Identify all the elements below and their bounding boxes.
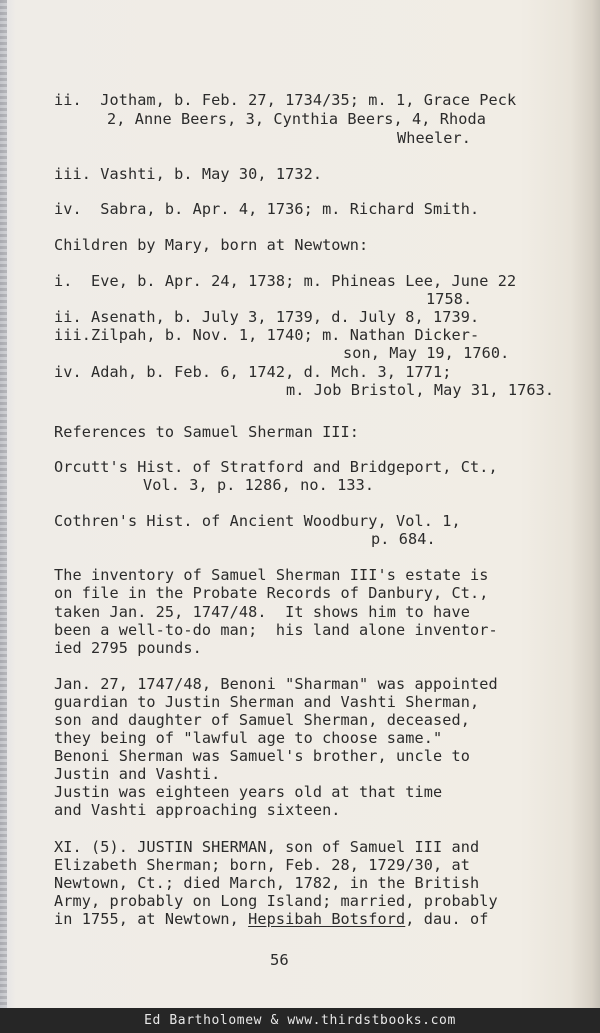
text-line: m. Job Bristol, May 31, 1763. <box>286 381 555 399</box>
text-line: Vol. 3, p. 1286, no. 133. <box>143 476 375 494</box>
text-line: iii. Vashti, b. May 30, 1732. <box>54 165 323 183</box>
text-line: i. Eve, b. Apr. 24, 1738; m. Phineas Lee, June 22 <box>54 272 517 290</box>
text-line: Children by Mary, born at Newtown: <box>54 236 369 254</box>
text-segment: in 1755, at Newtown, <box>54 910 249 928</box>
text-line: Justin and Vashti. <box>54 765 221 783</box>
text-line: been a well-to-do man; his land alone inventor- <box>54 621 498 639</box>
text-line: p. 684. <box>371 530 436 548</box>
text-line: 2, Anne Beers, 3, Cynthia Beers, 4, Rhoda <box>107 110 486 128</box>
text-line: son and daughter of Samuel Sherman, deceased, <box>54 711 470 729</box>
text-line: and Vashti approaching sixteen. <box>54 801 341 819</box>
text-line: Jan. 27, 1747/48, Benoni "Sharman" was appointed <box>54 675 498 693</box>
text-line: iii.Zilpah, b. Nov. 1, 1740; m. Nathan Dicker- <box>54 326 480 344</box>
text-line: iv. Adah, b. Feb. 6, 1742, d. Mch. 3, 1771; <box>54 363 452 381</box>
text-line: son, May 19, 1760. <box>343 344 510 362</box>
text-line: they being of "lawful age to choose same." <box>54 729 443 747</box>
footer-credit: Ed Bartholomew & www.thirdstbooks.com <box>0 1008 600 1033</box>
text-line: 1758. <box>426 290 473 308</box>
underlined-name: Hepsibah Botsford <box>248 910 406 928</box>
text-line: Wheeler. <box>397 129 471 147</box>
text-line: Orcutt's Hist. of Stratford and Bridgeport, Ct., <box>54 458 498 476</box>
text-line: Elizabeth Sherman; born, Feb. 28, 1729/30, at <box>54 856 470 874</box>
text-line: XI. (5). JUSTIN SHERMAN, son of Samuel III and <box>54 838 480 856</box>
text-line: taken Jan. 25, 1747/48. It shows him to have <box>54 603 470 621</box>
text-line <box>54 911 488 928</box>
text-line: Benoni Sherman was Samuel's brother, uncle to <box>54 747 470 765</box>
text-line: ii. Jotham, b. Feb. 27, 1734/35; m. 1, Grace Peck <box>54 91 517 109</box>
text-line: Newtown, Ct.; died March, 1782, in the British <box>54 874 480 892</box>
text-line: ied 2795 pounds. <box>54 639 202 657</box>
page-number: 56 <box>270 951 289 969</box>
text-segment: , dau. of <box>405 910 489 928</box>
page-binding-edge <box>0 0 7 1008</box>
text-line: Army, probably on Long Island; married, probably <box>54 892 498 910</box>
text-line: iv. Sabra, b. Apr. 4, 1736; m. Richard Smith. <box>54 200 480 218</box>
text-line: Cothren's Hist. of Ancient Woodbury, Vol. 1, <box>54 512 461 530</box>
text-line: References to Samuel Sherman III: <box>54 423 360 441</box>
text-line: on file in the Probate Records of Danbury, Ct., <box>54 584 489 602</box>
text-line: guardian to Justin Sherman and Vashti Sherman, <box>54 693 480 711</box>
text-line: ii. Asenath, b. July 3, 1739, d. July 8, 1739. <box>54 308 480 326</box>
text-line: Justin was eighteen years old at that time <box>54 783 443 801</box>
text-line: The inventory of Samuel Sherman III's estate is <box>54 566 489 584</box>
